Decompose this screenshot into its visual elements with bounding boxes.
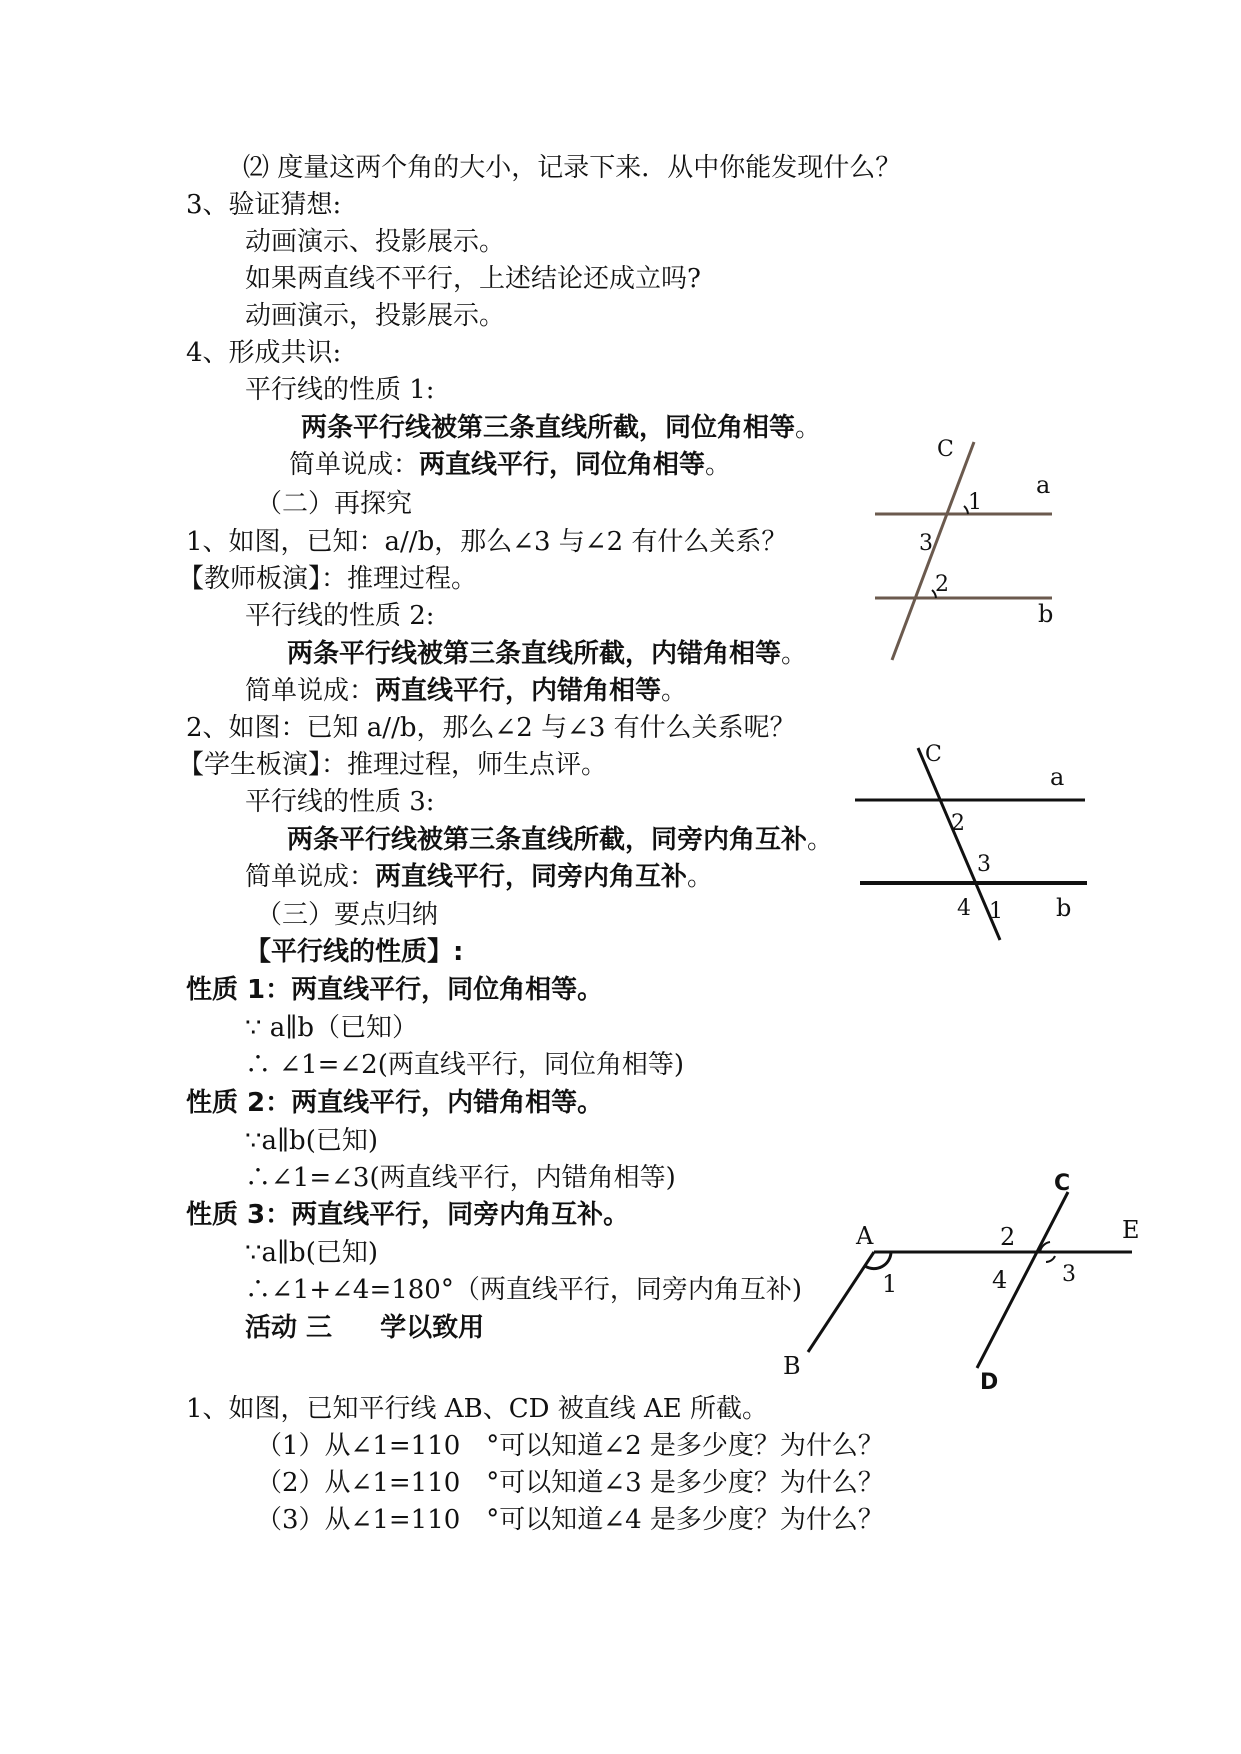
label-angle-1: 1 xyxy=(989,899,1003,924)
label-e: E xyxy=(1122,1216,1140,1244)
label-a: a xyxy=(1050,763,1065,791)
property-3-label: 平行线的性质 3: xyxy=(245,787,435,817)
short-bold: 两直线平行，内错角相等 xyxy=(375,676,662,706)
property-2-summary: 性质 2：两直线平行，内错角相等。 xyxy=(186,1088,604,1118)
question-1: 1、如图，已知：a//b，那么∠3 与∠2 有什么关系？ xyxy=(186,527,788,557)
label-angle-2: 2 xyxy=(951,811,965,836)
label-angle-1: 1 xyxy=(968,490,982,515)
punctuation: 。 xyxy=(661,676,688,706)
proof-conclusion: ∴ ∠1=∠2(两直线平行，同位角相等) xyxy=(245,1050,684,1080)
transversal-c xyxy=(892,442,974,660)
punctuation: 。 xyxy=(781,639,808,669)
step-verify-heading: 3、验证猜想: xyxy=(186,190,342,220)
punctuation: 。 xyxy=(687,862,714,892)
exercise-1-part-2: （2）从∠1=110 °可以知道∠3 是多少度？为什么？ xyxy=(256,1468,884,1498)
activity-title: 学以致用 xyxy=(380,1313,485,1343)
line-cd xyxy=(977,1192,1068,1368)
activity-3-heading xyxy=(245,1311,484,1345)
property-statement-bold: 两条平行线被第三条直线所截，同旁内角互补 xyxy=(287,825,808,855)
property-3-summary: 性质 3：两直线平行，同旁内角互补。 xyxy=(186,1200,630,1230)
label-c: C xyxy=(937,437,954,462)
label-d: D xyxy=(980,1370,999,1395)
label-a: a xyxy=(1036,471,1051,499)
angle-3-arc xyxy=(1046,1256,1055,1262)
short-prefix: 简单说成： xyxy=(245,676,376,706)
punctuation: 。 xyxy=(795,413,822,443)
student-demo xyxy=(178,748,607,782)
text-line: 动画演示，投影展示。 xyxy=(245,301,506,331)
label-angle-1: 1 xyxy=(882,1270,898,1298)
proof-conclusion: ∴∠1+∠4=180°（两直线平行，同旁内角互补) xyxy=(245,1275,802,1305)
section-3-heading: （三）要点归纳 xyxy=(256,900,439,930)
section-2-heading: （二）再探究 xyxy=(256,489,413,519)
proof-conclusion: ∴∠1=∠3(两直线平行，内错角相等) xyxy=(245,1163,676,1193)
figure-alternate-angles xyxy=(850,735,1090,945)
label-b: b xyxy=(1056,894,1072,922)
text-line: 如果两直线不平行，上述结论还成立吗? xyxy=(245,264,701,294)
text-span: ：推理过程。 xyxy=(321,564,478,594)
question-part-2: ⑵ 度量这两个角的大小，记录下来．从中你能发现什么？ xyxy=(243,153,902,183)
label-b: B xyxy=(783,1352,801,1380)
label-angle-3: 3 xyxy=(1062,1262,1076,1287)
bracket-label: 【学生板演】 xyxy=(178,750,322,780)
property-2-short xyxy=(245,674,687,708)
proof-given: ∵a∥b(已知) xyxy=(245,1238,378,1268)
teacher-demo xyxy=(178,562,477,596)
property-1-short xyxy=(289,448,731,482)
property-2-statement xyxy=(287,637,807,671)
label-angle-4: 4 xyxy=(957,896,971,921)
text-line: 动画演示、投影展示。 xyxy=(245,227,506,257)
proof-given: ∵a∥b(已知) xyxy=(245,1126,378,1156)
short-bold: 两直线平行，同旁内角互补 xyxy=(375,862,688,892)
exercise-1: 1、如图，已知平行线 AB、CD 被直线 AE 所截。 xyxy=(186,1394,768,1424)
label-c: C xyxy=(1054,1171,1071,1196)
label-angle-2: 2 xyxy=(1000,1223,1016,1251)
property-1-statement xyxy=(301,411,821,445)
label-a: A xyxy=(856,1222,874,1250)
label-angle-3: 3 xyxy=(977,852,991,877)
step-consensus-heading: 4、形成共识: xyxy=(186,338,342,368)
question-2: 2、如图：已知 a//b，那么∠2 与∠3 有什么关系呢？ xyxy=(186,713,796,743)
label-angle-2: 2 xyxy=(935,572,949,597)
short-prefix: 简单说成： xyxy=(245,862,376,892)
line-ab xyxy=(808,1252,874,1352)
exercise-1-part-1: （1）从∠1=110 °可以知道∠2 是多少度？为什么？ xyxy=(256,1431,884,1461)
punctuation: 。 xyxy=(705,450,732,480)
label-b: b xyxy=(1038,600,1054,628)
label-angle-4: 4 xyxy=(992,1266,1008,1294)
property-statement-bold: 两条平行线被第三条直线所截，内错角相等 xyxy=(287,639,782,669)
figure-corresponding-angles xyxy=(860,430,1080,670)
proof-given: ∵ a∥b（已知） xyxy=(245,1013,418,1043)
text-span: ：推理过程，师生点评。 xyxy=(321,750,608,780)
figure-parallel-ab-cd xyxy=(770,1170,1150,1395)
bracket-label: 【教师板演】 xyxy=(178,564,322,594)
activity-label: 活动 三 xyxy=(245,1313,333,1343)
exercise-1-part-3: （3）从∠1=110 °可以知道∠4 是多少度？为什么？ xyxy=(256,1505,884,1535)
punctuation: 。 xyxy=(807,825,834,855)
short-bold: 两直线平行，同位角相等 xyxy=(419,450,706,480)
label-angle-3: 3 xyxy=(919,531,933,556)
properties-summary-heading: 【平行线的性质】: xyxy=(245,937,464,967)
property-1-label: 平行线的性质 1: xyxy=(245,375,435,405)
property-1-summary: 性质 1：两直线平行，同位角相等。 xyxy=(186,975,604,1005)
property-statement-bold: 两条平行线被第三条直线所截，同位角相等 xyxy=(301,413,796,443)
property-3-short xyxy=(245,860,713,894)
short-prefix: 简单说成： xyxy=(289,450,420,480)
label-c: C xyxy=(925,742,942,767)
property-2-label: 平行线的性质 2: xyxy=(245,601,435,631)
property-3-statement xyxy=(287,823,833,857)
